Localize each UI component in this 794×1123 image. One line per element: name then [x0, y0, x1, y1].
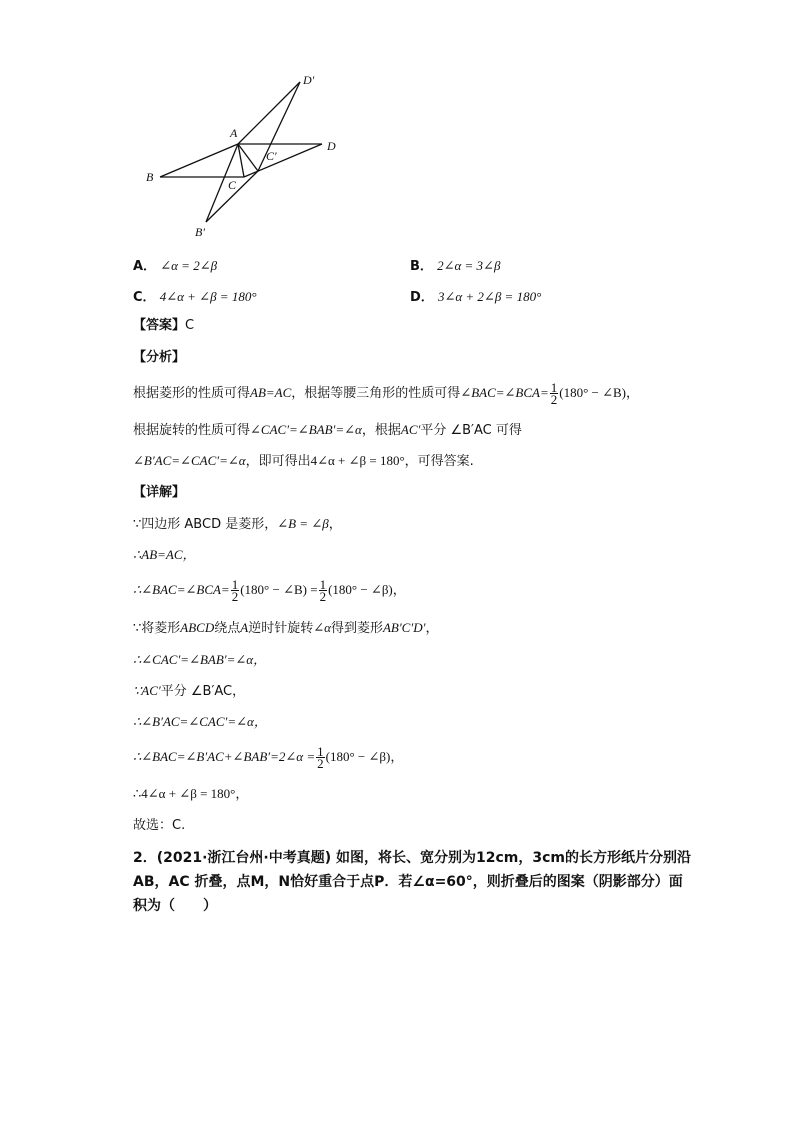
analysis-label: 【分析】 — [133, 350, 186, 365]
option-b[interactable] — [410, 255, 500, 274]
detail-line-1: ∵四边形 ABCD 是菱形，∠B = ∠β， — [133, 516, 342, 532]
option-a-text: ∠α = 2∠β — [160, 258, 218, 273]
question-2: 2．(2021·浙江台州·中考真题) 如图，将长、宽分别为12cm，3cm的长方形纸片分别沿 AB，AC 折叠，点M，N恰好重合于点P．若∠α=60°，则折叠后的图案（阴影部分）面积为（ ） — [133, 850, 692, 914]
analysis-line-1: 根据菱形的性质可得AB=AC，根据等腰三角形的性质可得∠BAC=∠BCA= $\frac{1}{2}$ (180° − ∠B)， — [133, 380, 640, 407]
edge-d-prime-c-prime — [258, 82, 300, 171]
option-b-text: 2∠α = 3∠β — [437, 258, 501, 273]
label-a: A — [230, 126, 238, 140]
label-b: B — [146, 170, 154, 184]
label-c-prime: C′ — [266, 149, 277, 163]
detail-label: 【详解】 — [133, 485, 186, 500]
option-b-letter: B． — [410, 259, 433, 274]
answer-line — [133, 317, 194, 335]
fraction-half-1: $\frac{1}{2}$ — [231, 577, 239, 604]
fraction-half: $\frac{1}{2}$ — [550, 380, 558, 407]
detail-line-10: 故选：C. — [133, 818, 186, 833]
option-c-letter: C． — [133, 290, 156, 305]
detail-line-8: ∴∠BAC=∠B′AC+∠BAB′=2∠α = $\frac{1}{2}$ (180° − ∠β)， — [133, 744, 404, 771]
label-b-prime: B′ — [195, 225, 205, 239]
fraction-half-3: $\frac{1}{2}$ — [317, 744, 324, 771]
option-a[interactable] — [133, 255, 217, 274]
edge-dc — [244, 144, 322, 177]
option-d[interactable] — [410, 286, 541, 305]
option-a-letter: A． — [133, 259, 157, 274]
detail-line-3: ∴∠BAC=∠BCA= $\frac{1}{2}$ (180° − ∠B) = $\frac{1}{2}$ (180° − ∠β)， — [133, 577, 406, 604]
detail-line-2: ∴AB=AC， — [133, 547, 196, 562]
edge-ad-prime — [238, 82, 300, 144]
option-c[interactable] — [133, 286, 257, 305]
analysis-line-3: ∠B′AC=∠CAC′=∠α，即可得出4∠α + ∠β = 180°，可得答案. — [133, 453, 474, 469]
detail-line-6: ∵AC′平分 ∠B′AC， — [133, 683, 246, 699]
answer-value: C — [185, 318, 195, 333]
label-d: D — [327, 139, 336, 153]
option-d-letter: D． — [410, 290, 434, 305]
label-d-prime: D′ — [303, 73, 315, 87]
detail-line-9: ∴4∠α + ∠β = 180°， — [133, 786, 249, 801]
detail-line-7: ∴∠B′AC=∠CAC′=∠α， — [133, 714, 267, 729]
fraction-half-2: $\frac{1}{2}$ — [319, 577, 327, 604]
answer-label: 【答案】 — [133, 318, 186, 333]
label-c: C — [228, 178, 237, 192]
analysis-line-2: 根据旋转的性质可得∠CAC′=∠BAB′=∠α，根据AC′平分 ∠B′AC 可得 — [133, 422, 522, 438]
option-d-text: 3∠α + 2∠β = 180° — [437, 289, 542, 304]
option-c-text: 4∠α + ∠β = 180° — [159, 289, 257, 304]
detail-line-4: ∵将菱形ABCD绕点A逆时针旋转∠α得到菱形AB′C′D′， — [133, 620, 439, 636]
detail-line-5: ∴∠CAC′=∠BAB′=∠α， — [133, 652, 267, 667]
geometry-figure — [140, 70, 360, 245]
